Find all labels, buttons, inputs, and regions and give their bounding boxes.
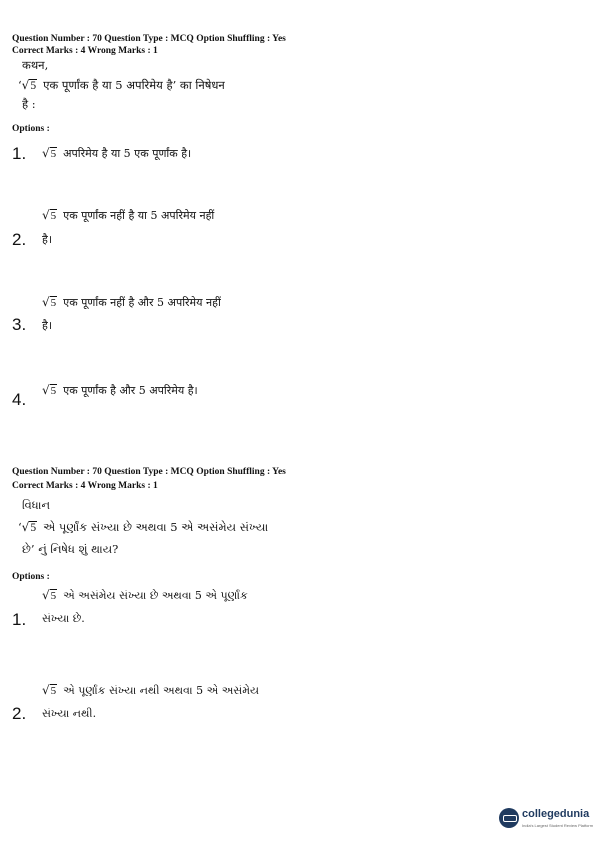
question-stem-line: છે’ નું નિષેધ શું થાય? bbox=[22, 542, 119, 556]
question-meta: Question Number : 70 Question Type : MCQ Option Shuffling : Yes bbox=[12, 467, 286, 477]
sqrt-expression: √5 bbox=[42, 588, 57, 602]
option-number: 1. bbox=[12, 144, 27, 163]
sqrt-expression: √5 bbox=[42, 208, 57, 222]
logo-tagline: India's Largest Student Review Platform bbox=[522, 823, 594, 828]
question-stem-line: कथन, bbox=[22, 58, 49, 72]
sqrt-expression: √5 bbox=[21, 78, 37, 92]
option-number: 4. bbox=[12, 390, 27, 409]
option-number: 2. bbox=[12, 704, 27, 723]
logo-name: collegedunia bbox=[522, 808, 590, 820]
option-number: 3. bbox=[12, 315, 27, 334]
sqrt-expression: √5 bbox=[42, 295, 57, 309]
sqrt-expression: √5 bbox=[42, 383, 57, 397]
option-number: 2. bbox=[12, 230, 27, 249]
marks-meta: Correct Marks : 4 Wrong Marks : 1 bbox=[12, 46, 158, 56]
question-stem-line: ‘√5 एक पूर्णांक है या 5 अपरिमेय है’ का निषेधन bbox=[18, 76, 225, 96]
sqrt-expression: √5 bbox=[42, 683, 57, 697]
sqrt-expression: √5 bbox=[21, 520, 37, 534]
question-stem-line: ‘√5 એ પૂર્ણાંક સંખ્યા છે અથવા 5 એ અસંમેય સંખ્યા bbox=[18, 518, 268, 538]
option-text: √5 एक पूर्णांक नहीं है या 5 अपरिमेय नहीं bbox=[42, 208, 215, 222]
option-text: √5 अपरिमेय है या 5 एक पूर्णांक है। bbox=[42, 146, 192, 160]
option-number: 1. bbox=[12, 610, 27, 629]
question-meta: Question Number : 70 Question Type : MCQ Option Shuffling : Yes bbox=[12, 34, 286, 44]
option-text-cont: है। bbox=[42, 233, 53, 246]
option-text: √5 એ અસંમેય સંખ્યા છે અથવા 5 એ પૂર્ણાંક bbox=[42, 588, 248, 602]
option-text: √5 એ પૂર્ણાંક સંખ્યા નથી અથવા 5 એ અસંમેય bbox=[42, 683, 259, 697]
quote-mark: ‘ bbox=[18, 78, 22, 92]
collegedunia-logo bbox=[499, 806, 594, 834]
option-text-cont: है। bbox=[42, 319, 53, 332]
quote-mark: ‘ bbox=[18, 520, 22, 534]
option-text: √5 एक पूर्णांक है और 5 अपरिमेय है। bbox=[42, 383, 198, 397]
options-label: Options : bbox=[12, 124, 50, 134]
option-text: √5 एक पूर्णांक नहीं है और 5 अपरिमेय नहीं bbox=[42, 295, 221, 309]
option-text-cont: સંખ્યા નથી. bbox=[42, 707, 97, 720]
option-text-cont: સંખ્યા છે. bbox=[42, 612, 85, 625]
sqrt-expression: √5 bbox=[42, 146, 57, 160]
marks-meta: Correct Marks : 4 Wrong Marks : 1 bbox=[12, 481, 158, 491]
options-label: Options : bbox=[12, 572, 50, 582]
question-stem-line: है : bbox=[22, 97, 36, 111]
graduation-cap-icon bbox=[499, 808, 519, 828]
question-stem-line: વિધાન bbox=[22, 498, 51, 512]
